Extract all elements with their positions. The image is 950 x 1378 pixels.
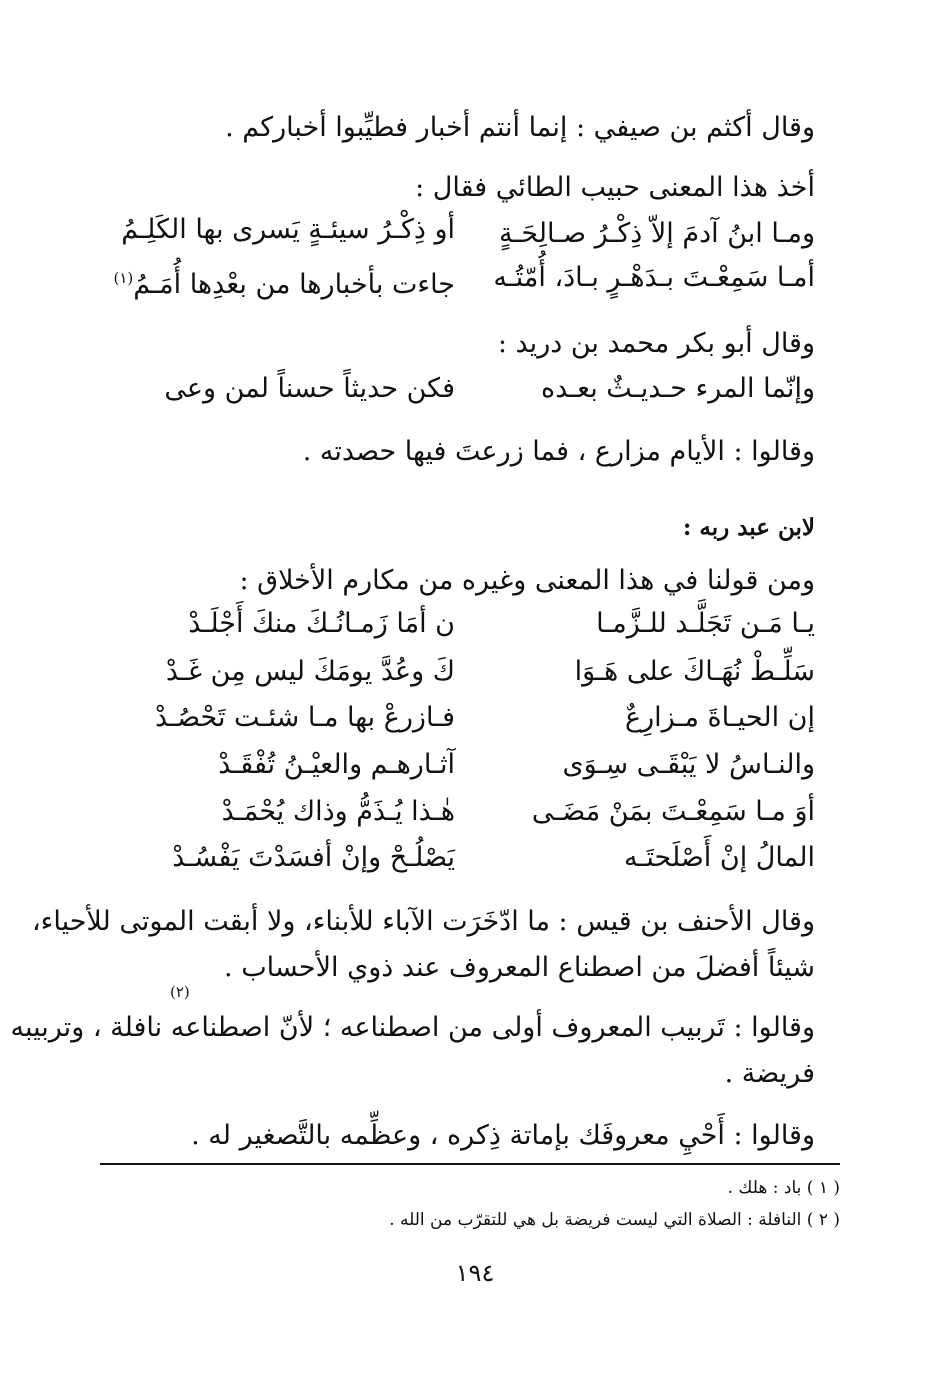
- poem3-verse3-right: إن الحيـاةَ مـزارِعٌ: [624, 702, 815, 733]
- poem3-verse4-left: آثـارهـم والعيْـنُ تُفْقَـدْ: [218, 749, 455, 780]
- paragraph-aktham: وقال أكثم بن صيفي : إنما أنتم أخبار فطيِّبوا أخباركم .: [225, 112, 815, 143]
- poem2-verse1-right: وإنّما المرء حـديـثٌ بعـده: [540, 373, 815, 404]
- poem3-verse2-left: كَ وعُدَّ يومَكَ ليس مِن غَـدْ: [165, 656, 455, 687]
- paragraph-qawluna-intro: ومن قولنا في هذا المعنى وغيره من مكارم الأخلاق :: [239, 565, 815, 596]
- poem2-verse1-left: فكن حديثاً حسناً لمن وعى: [164, 373, 455, 404]
- poem3-verse5-right: أوَ مـا سَمِعْـتَ بمَنْ مَضَـى: [531, 796, 815, 827]
- poem1-verse2-left-text: جاءت بأخبارها من بعْدِها أُمَـمُ: [133, 269, 455, 300]
- paragraph-ayyam: وقالوا : الأيام مزارع ، فما زرعتَ فيها حصدته .: [302, 436, 815, 467]
- poem3-verse6-left: يَصْلُـحْ وإنْ أفسَدْتَ يَفْسُـدْ: [172, 842, 455, 873]
- section-heading: لابن عبد ربه :: [682, 514, 815, 541]
- poem3-verse6-right: المالُ إنْ أَصْلَحتَـه: [623, 842, 815, 873]
- poem1-verse1-right: ومـا ابنُ آدمَ إلاّ ذِكْـرُ صـالِحَـةٍ: [498, 218, 815, 249]
- paragraph-ahyi: وقالوا : أَحْيِ معروفَك بإماتة ذِكره ، وعظِّمه بالتَّصغير له .: [191, 1120, 815, 1151]
- poem3-verse4-right: والنـاسُ لا يَبْقَـى سِـوَى: [562, 749, 815, 780]
- footnote-2: ( ٢ ) النافلة : الصلاة التي ليست فريضة بل هي للتقرّب من الله .: [389, 1210, 840, 1230]
- poem3-verse1-right: يـا مَـن تَجَلَّـد للـزَّمـا: [596, 608, 815, 639]
- poem3-verse2-right: سَلِّـطْ نُهَـاكَ على هَـوَا: [574, 656, 815, 687]
- footnote-marker-1: (١): [113, 269, 134, 287]
- footnote-marker-2: (٢): [170, 983, 190, 1001]
- poem1-verse2-right: أمـا سَمِعْـتَ بـدَهْـرٍ بـادَ، أُمّتُـه: [493, 262, 815, 293]
- poem1-verse2-left: [113, 260, 455, 303]
- paragraph-habib-intro: أخذ هذا المعنى حبيب الطائي فقال :: [415, 172, 815, 203]
- paragraph-tarbib-line2: فريضة .: [724, 1058, 815, 1089]
- poem3-verse3-left: فـازرعْ بها مـا شئـت تَحْصُـدْ: [155, 702, 455, 733]
- poem3-verse5-left: هٰـذا يُـذَمُّ وذاك يُحْمَـدْ: [221, 796, 455, 827]
- poem1-verse1-left: أو ذِكْـرُ سيئـةٍ يَسرى بها الكَلِـمُ: [121, 214, 455, 245]
- paragraph-ahnaf-line1: وقال الأحنف بن قيس : ما ادّخَرَت الآباء للأبناء، ولا أبقت الموتى للأحياء،: [31, 906, 815, 937]
- page-number: ١٩٤: [455, 1259, 495, 1287]
- paragraph-ibn-durayd-intro: وقال أبو بكر محمد بن دريد :: [497, 328, 815, 359]
- footnote-divider: [100, 1163, 840, 1165]
- footnote-1: ( ١ ) باد : هلك .: [727, 1178, 840, 1198]
- poem3-verse1-left: ن أمَا زَمـانُـكَ منكَ أَجْلَـدْ: [188, 608, 455, 639]
- paragraph-ahnaf-line2: شيئاً أفضلَ من اصطناع المعروف عند ذوي الأحساب .: [224, 952, 815, 983]
- paragraph-tarbib-line1: وقالوا : تَربيب المعروف أولى من اصطناعه ؛ لأنّ اصطناعه نافلة ، وتربيبه: [10, 1012, 815, 1043]
